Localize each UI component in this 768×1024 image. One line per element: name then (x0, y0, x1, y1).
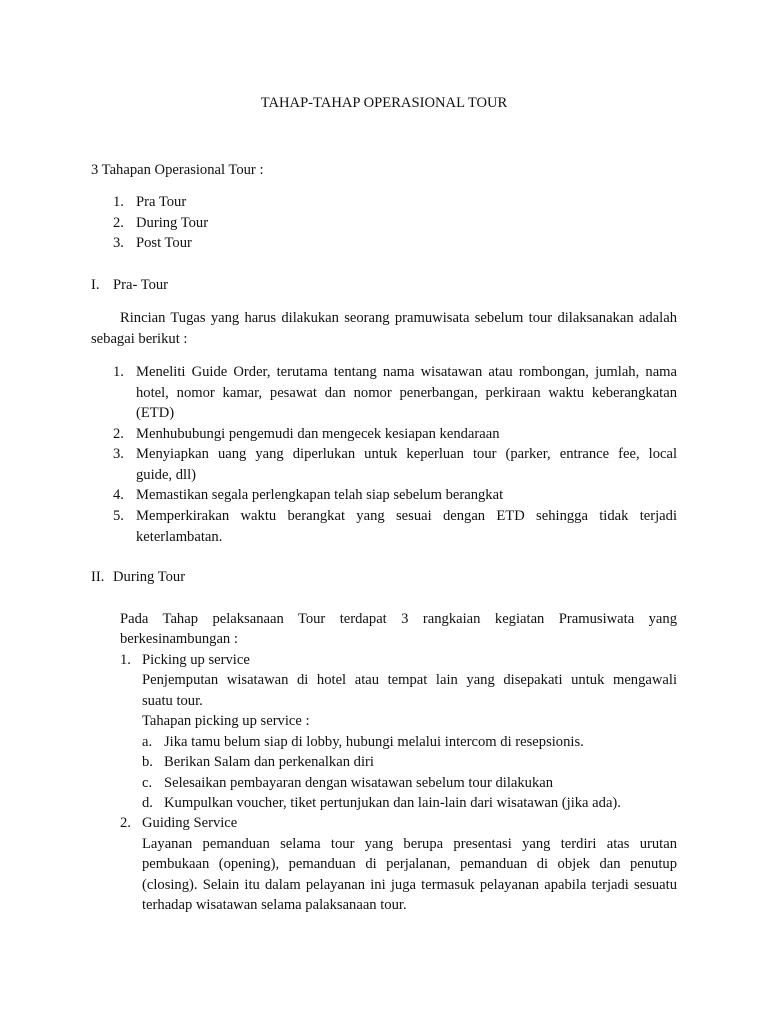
document-title: TAHAP-TAHAP OPERASIONAL TOUR (260, 95, 508, 111)
list-number: 3. (113, 235, 124, 251)
list-item: (ETD) (136, 405, 175, 421)
list-number: 2. (120, 815, 131, 831)
sub-list-letter: d. (142, 795, 153, 811)
list-item: Meneliti Guide Order, terutama tentang nama wisatawan atau rombongan, jumlah, nama (136, 364, 677, 380)
list-number: 3. (113, 446, 124, 462)
sub-list-letter: b. (142, 754, 153, 770)
paragraph-line: sebagai berikut : (91, 331, 188, 347)
list-item: guide, dll) (136, 467, 196, 483)
sub-list-item: Jika tamu belum siap di lobby, hubungi melalui intercom di resepsionis. (164, 734, 584, 750)
intro-line: 3 Tahapan Operasional Tour : (91, 162, 264, 178)
sub-list-item: Selesaikan pembayaran dengan wisatawan sebelum tour dilakukan (164, 775, 554, 791)
list-number: 1. (113, 364, 124, 380)
list-item-title: Picking up service (142, 652, 250, 668)
section-number: I. (91, 277, 100, 293)
list-item-title: Guiding Service (142, 815, 238, 831)
list-item: Memastikan segala perlengkapan telah siap sebelum berangkat (136, 487, 504, 503)
paragraph-line: berkesinambungan : (120, 631, 238, 647)
sub-list-letter: c. (142, 775, 153, 791)
section-heading: During Tour (113, 569, 186, 585)
list-item-desc: (closing). Selain itu dalam pelayanan ini juga termasuk pelayanan apabila terjadi sesuatu (142, 877, 677, 893)
sub-list-title: Tahapan picking up service : (142, 713, 310, 729)
sub-list-item: Kumpulkan voucher, tiket pertunjukan dan lain-lain dari wisatawan (jika ada). (164, 795, 621, 811)
list-item: During Tour (136, 215, 209, 231)
sub-list-item: Berikan Salam dan perkenalkan diri (164, 754, 374, 770)
list-number: 4. (113, 487, 124, 503)
list-number: 2. (113, 426, 124, 442)
list-item-desc: pembukaan (opening), pemanduan di perjalanan, pemanduan di objek dan penutup (142, 856, 677, 872)
list-number: 2. (113, 215, 124, 231)
paragraph-line: Rincian Tugas yang harus dilakukan seorang pramuwisata sebelum tour dilaksanakan adalah (120, 310, 677, 326)
list-item-desc: suatu tour. (142, 693, 203, 709)
list-item: Menhububungi pengemudi dan mengecek kesiapan kendaraan (136, 426, 500, 442)
paragraph-line: Pada Tahap pelaksanaan Tour terdapat 3 rangkaian kegiatan Pramusiwata yang (120, 611, 677, 627)
list-item: hotel, nomor kamar, pesawat dan nomor penerbangan, perkiraan waktu keberangkatan (136, 385, 677, 401)
list-item: keterlambatan. (136, 529, 223, 545)
list-item: Memperkirakan waktu berangkat yang sesuai dengan ETD sehingga tidak terjadi (136, 508, 677, 524)
list-number: 1. (113, 194, 124, 210)
list-number: 5. (113, 508, 124, 524)
list-item: Pra Tour (136, 194, 187, 210)
section-heading: Pra- Tour (113, 277, 169, 293)
sub-list-letter: a. (142, 734, 153, 750)
list-item-desc: Penjemputan wisatawan di hotel atau tempat lain yang disepakati untuk mengawali (142, 672, 677, 688)
list-item-desc: Layanan pemanduan selama tour yang berupa presentasi yang terdiri atas urutan (142, 836, 677, 852)
list-item-desc: terhadap wisatawan selama palaksanaan tour. (142, 897, 407, 913)
list-item: Post Tour (136, 235, 192, 251)
list-number: 1. (120, 652, 131, 668)
section-number: II. (91, 569, 105, 585)
list-item: Menyiapkan uang yang diperlukan untuk keperluan tour (parker, entrance fee, local (136, 446, 677, 462)
